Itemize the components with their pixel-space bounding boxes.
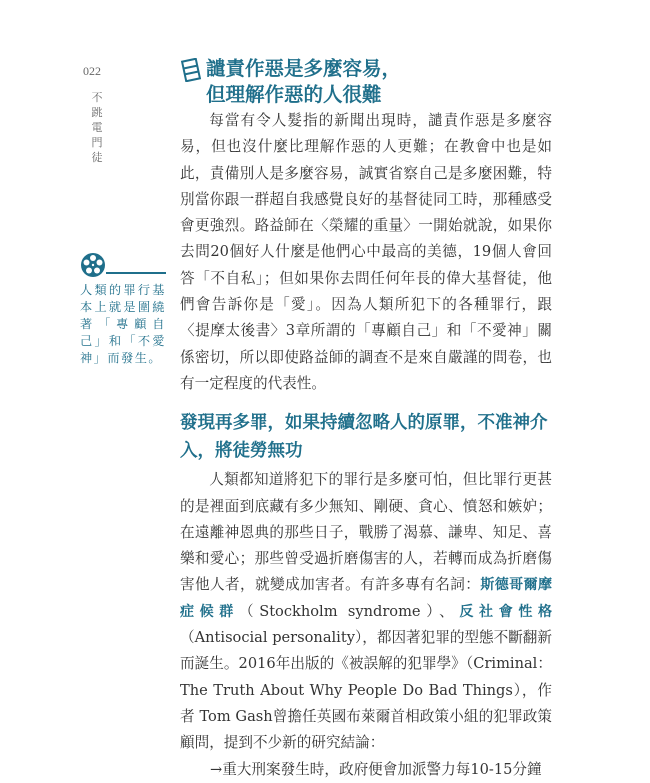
- film-strip-icon: [180, 58, 202, 82]
- film-reel-icon: [80, 252, 106, 278]
- section1-heading: [180, 56, 552, 108]
- term-stockholm-english: （Stockholm syndrome）、: [238, 602, 460, 620]
- section2-text-part2: （Antisocial personality），都因著犯罪的型態不斷翻新而誕生。2016年出版的《被誤解的犯罪學》（Criminal： The Truth About Why People Do Bad Things），作者 Tom Gash曾擔任英國布萊爾首相政策小組的犯罪政策顧問，提到不少新的研究結論：: [180, 629, 552, 752]
- section2-heading: 發現再多罪，如果持續忽略人的原罪，不准神介入，將徒勞無功: [180, 413, 548, 462]
- term-stockholm-syndrome: 斯德哥爾摩症候群: [180, 577, 552, 620]
- main-content: [180, 56, 552, 783]
- section1-paragraph: 每當有令人髮指的新聞出現時，譴責作惡是多麼容易，但也沒什麼比理解作惡的人更難；在教會中也是如此，責備別人是多麼容易，誠實省察自己是多麼困難，特別當你跟一群超自我感覺良好的基督徒同工時，那種感受會更強烈。路益師在〈榮耀的重量〉一開始就說，如果你去問20個好人什麼是他們心中最高的美德，19個人會回答「不自私」；但如果你去問任何年長的偉大基督徒，他們會告訴你是「愛」。因為人類所犯下的各種罪行，跟〈提摩太後書〉3章所謂的「專顧自己」和「不愛神」關係密切，所以即使路益師的調查不是來自嚴謹的問卷，也有一定程度的代表性。: [180, 112, 552, 392]
- sidenote-text: 人類的罪行基本上就是圍繞著「專顧自己」和「不愛神」而發生。: [80, 283, 166, 365]
- sidenote: [80, 252, 166, 367]
- section1-heading-line2: 但理解作惡的人很難: [206, 83, 382, 106]
- term-antisocial-personality: 反社會性格: [459, 603, 552, 620]
- sidenote-rule: [106, 272, 166, 274]
- page-number: 022: [83, 64, 101, 78]
- section2-paragraph: [180, 467, 552, 756]
- bullet-point: →重大刑案發生時，政府便會加派警力每10-15分鐘: [210, 760, 542, 778]
- section2-text-part1: 人類都知道將犯下的罪行是多麼可怕，但比罪行更甚的是裡面到底藏有多少無知、剛硬、貪心、憤怒和嫉妒；在遠離神恩典的那些日子，戰勝了渴慕、謙卑、知足、喜樂和愛心；那些曾受過折磨傷害的人，若轉而成為折磨傷害他人者，就變成加害者。有許多專有名詞：: [180, 471, 552, 594]
- section1-heading-line1: 譴責作惡是多麼容易，: [206, 57, 402, 80]
- running-title: 不跳電門徒: [91, 91, 103, 164]
